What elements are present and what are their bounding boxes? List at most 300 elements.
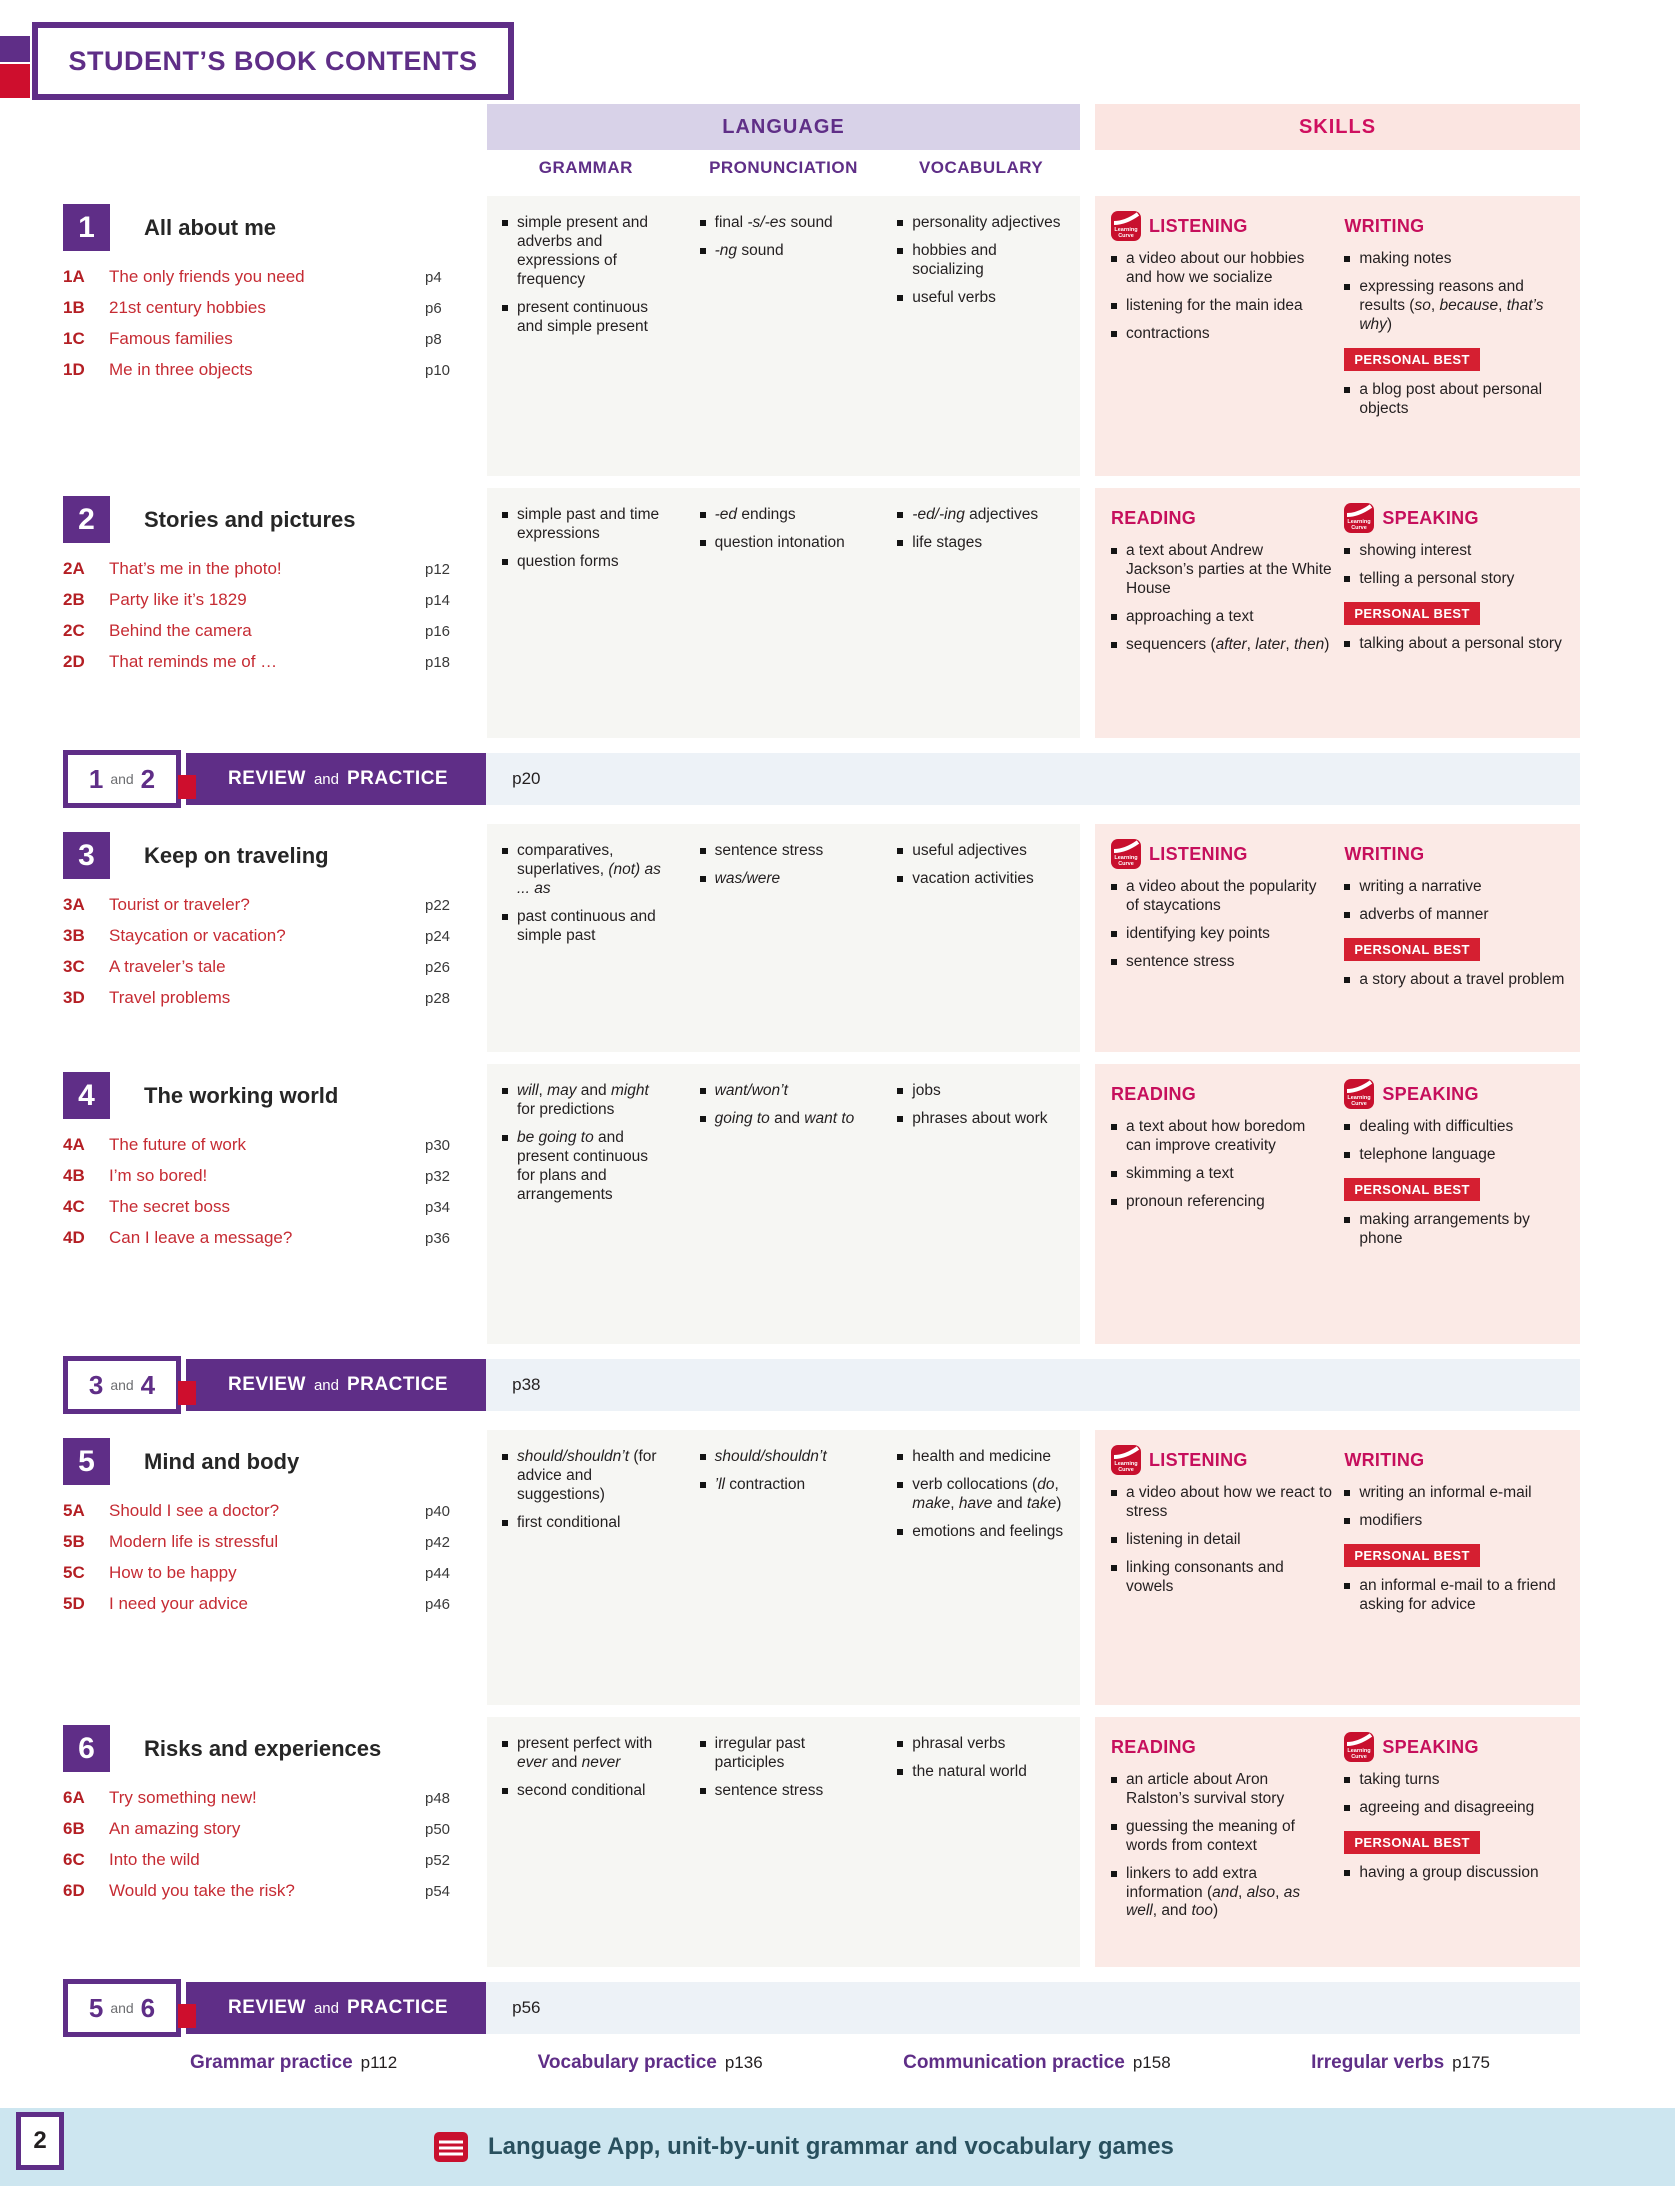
skills-cell bbox=[1095, 1430, 1580, 1705]
lesson-page: p12 bbox=[425, 561, 451, 578]
skill-heading: WRITING bbox=[1344, 215, 1425, 236]
personal-best-items bbox=[1344, 1211, 1566, 1249]
bullet-item: guessing the meaning of words from context bbox=[1111, 1818, 1332, 1856]
lesson-row bbox=[63, 1881, 473, 1901]
lesson-row bbox=[63, 1135, 473, 1155]
review-units-box bbox=[63, 1979, 181, 2037]
lesson-row bbox=[63, 1501, 473, 1521]
lesson-code: 4D bbox=[63, 1228, 85, 1247]
lesson-row bbox=[63, 1197, 473, 1217]
unit-number: 1 bbox=[63, 204, 110, 251]
bullet-item: having a group discussion bbox=[1344, 1864, 1566, 1883]
lesson-title: I need your advice bbox=[109, 1594, 248, 1613]
personal-best-badge: PERSONAL BEST bbox=[1344, 602, 1479, 625]
unit-header bbox=[63, 496, 473, 543]
unit-row bbox=[63, 1430, 1580, 1705]
lesson-code: 5D bbox=[63, 1594, 85, 1613]
skill-items bbox=[1344, 542, 1566, 589]
skill-column bbox=[1095, 1078, 1342, 1330]
personal-best-badge: PERSONAL BEST bbox=[1344, 1544, 1479, 1567]
lesson-row bbox=[63, 957, 473, 977]
personal-best-items bbox=[1344, 971, 1566, 990]
bullet-item: comparatives, superlatives, (not) as ... as bbox=[502, 842, 670, 899]
lesson-row bbox=[63, 267, 473, 287]
bullet-item: -ng sound bbox=[700, 242, 868, 261]
pronunciation-column bbox=[685, 842, 883, 1038]
lesson-title: I’m so bored! bbox=[109, 1166, 208, 1185]
bullet-item: be going to and present continuous for plans and arrangements bbox=[502, 1129, 670, 1205]
practice-link bbox=[538, 2052, 763, 2074]
bullet-item: sequencers (after, later, then) bbox=[1111, 636, 1332, 655]
grammar-column bbox=[487, 1448, 685, 1691]
lesson-page: p16 bbox=[425, 623, 451, 640]
lesson-list bbox=[63, 559, 473, 672]
practice-link-page: p175 bbox=[1452, 2053, 1490, 2072]
lesson-code: 6A bbox=[63, 1788, 85, 1807]
lesson-page: p24 bbox=[425, 928, 451, 945]
learning-curve-icon bbox=[1344, 1079, 1374, 1109]
pronunciation-items bbox=[700, 1448, 868, 1495]
lesson-code: 6D bbox=[63, 1881, 85, 1900]
practice-link bbox=[190, 2052, 397, 2074]
bullet-item: should/shouldn’t (for advice and suggestions) bbox=[502, 1448, 670, 1505]
review-row bbox=[63, 750, 1580, 808]
review-page-strip bbox=[486, 1359, 1580, 1411]
review-page: p20 bbox=[512, 769, 541, 788]
language-app-icon bbox=[430, 2130, 472, 2164]
bullet-item: linkers to add extra information (and, also, as well, and too) bbox=[1111, 1865, 1332, 1922]
lesson-row bbox=[63, 1563, 473, 1583]
skill-heading: READING bbox=[1111, 1083, 1197, 1104]
lesson-page: p40 bbox=[425, 1503, 451, 1520]
bullet-item: listening in detail bbox=[1111, 1531, 1332, 1550]
review-red-tab bbox=[178, 2004, 196, 2028]
vocabulary-items bbox=[897, 1448, 1065, 1542]
lesson-code: 4A bbox=[63, 1135, 85, 1154]
bullet-item: want/won’t bbox=[700, 1082, 868, 1101]
bullet-item: listening for the main idea bbox=[1111, 297, 1332, 316]
bullet-item: telling a personal story bbox=[1344, 570, 1566, 589]
bullet-item: useful adjectives bbox=[897, 842, 1065, 861]
lesson-row bbox=[63, 926, 473, 946]
page-title-box bbox=[32, 22, 514, 100]
bullet-item: present continuous and simple present bbox=[502, 299, 670, 337]
section-bars bbox=[487, 104, 1580, 150]
svg-text:Curve: Curve bbox=[1351, 1101, 1368, 1107]
lesson-title: The only friends you need bbox=[109, 267, 305, 286]
page-number: 2 bbox=[16, 2112, 64, 2170]
bullet-item: question intonation bbox=[700, 534, 868, 553]
lesson-title: Would you take the risk? bbox=[109, 1881, 295, 1900]
lesson-row bbox=[63, 652, 473, 672]
lesson-title: The secret boss bbox=[109, 1197, 230, 1216]
skill-items bbox=[1111, 1484, 1332, 1597]
bullet-item: agreeing and disagreeing bbox=[1344, 1799, 1566, 1818]
unit-number: 5 bbox=[63, 1438, 110, 1485]
practice-word: PRACTICE bbox=[346, 768, 449, 789]
skill-header bbox=[1111, 1078, 1332, 1110]
review-unit-left: 1 bbox=[88, 763, 104, 794]
practice-links-row bbox=[190, 2052, 1490, 2074]
review-row bbox=[63, 1979, 1580, 2037]
skill-items bbox=[1344, 1771, 1566, 1818]
personal-best-badge: PERSONAL BEST bbox=[1344, 938, 1479, 961]
learning-curve-icon bbox=[1111, 211, 1141, 241]
unit-info-cell bbox=[63, 1430, 487, 1705]
svg-text:Curve: Curve bbox=[1118, 1467, 1134, 1473]
bullet-item: adverbs of manner bbox=[1344, 906, 1566, 925]
lesson-code: 4C bbox=[63, 1197, 85, 1216]
bullet-item: going to and want to bbox=[700, 1110, 868, 1129]
practice-link bbox=[903, 2052, 1171, 2074]
bullet-item: useful verbs bbox=[897, 289, 1065, 308]
lesson-page: p54 bbox=[425, 1883, 451, 1900]
bullet-item: final -s/-es sound bbox=[700, 214, 868, 233]
lesson-title: An amazing story bbox=[109, 1819, 241, 1838]
skills-cell bbox=[1095, 1064, 1580, 1344]
unit-number: 4 bbox=[63, 1072, 110, 1119]
lesson-page: p30 bbox=[425, 1137, 451, 1154]
page-title: STUDENT’S BOOK CONTENTS bbox=[68, 45, 478, 76]
skills-cell bbox=[1095, 488, 1580, 738]
lesson-page: p28 bbox=[425, 990, 451, 1007]
bullet-item: a story about a travel problem bbox=[1344, 971, 1566, 990]
unit-row bbox=[63, 488, 1580, 738]
lesson-code: 6C bbox=[63, 1850, 85, 1869]
review-units-box bbox=[63, 750, 181, 808]
skill-column bbox=[1342, 502, 1580, 724]
lesson-title: Into the wild bbox=[109, 1850, 200, 1869]
skill-header bbox=[1111, 1444, 1332, 1476]
lesson-title: Famous families bbox=[109, 329, 233, 348]
bullet-item: irregular past participles bbox=[700, 1735, 868, 1773]
skills-cell bbox=[1095, 824, 1580, 1052]
language-cell bbox=[487, 1064, 1080, 1344]
unit-number: 2 bbox=[63, 496, 110, 543]
column-header-pronunciation: PRONUNCIATION bbox=[709, 158, 858, 177]
review-row bbox=[63, 1356, 1580, 1414]
lesson-code: 2A bbox=[63, 559, 85, 578]
review-label bbox=[186, 1359, 486, 1411]
grammar-items bbox=[502, 1082, 670, 1204]
learning-curve-icon bbox=[1111, 839, 1141, 869]
svg-text:Learning: Learning bbox=[1114, 855, 1138, 861]
lesson-row bbox=[63, 1532, 473, 1552]
skill-items bbox=[1111, 878, 1332, 972]
skill-items bbox=[1111, 1118, 1332, 1212]
lesson-row bbox=[63, 895, 473, 915]
bullet-item: question forms bbox=[502, 553, 670, 572]
lesson-page: p32 bbox=[425, 1168, 451, 1185]
lesson-title: Travel problems bbox=[109, 988, 231, 1007]
bullet-item: ’ll contraction bbox=[700, 1476, 868, 1495]
lesson-code: 1B bbox=[63, 298, 85, 317]
bullet-item: a video about the popularity of staycations bbox=[1111, 878, 1332, 916]
bullet-item: simple present and adverbs and expressions of frequency bbox=[502, 214, 670, 290]
svg-text:Curve: Curve bbox=[1351, 525, 1368, 531]
bullet-item: talking about a personal story bbox=[1344, 635, 1566, 654]
unit-header bbox=[63, 1438, 473, 1485]
skill-column bbox=[1342, 1078, 1580, 1330]
bullet-item: phrasal verbs bbox=[897, 1735, 1065, 1754]
skill-header bbox=[1344, 1731, 1566, 1763]
skill-column bbox=[1095, 1444, 1342, 1691]
review-and: and bbox=[110, 771, 134, 787]
skill-column bbox=[1342, 210, 1580, 462]
personal-best-items bbox=[1344, 1577, 1566, 1615]
vocabulary-column bbox=[882, 1082, 1080, 1330]
skill-heading: SPEAKING bbox=[1382, 507, 1479, 528]
unit-row bbox=[63, 1717, 1580, 1967]
unit-header bbox=[63, 204, 473, 251]
language-cell bbox=[487, 488, 1080, 738]
svg-text:Learning: Learning bbox=[1114, 227, 1138, 233]
lesson-row bbox=[63, 1594, 473, 1614]
lesson-list bbox=[63, 1788, 473, 1901]
pronunciation-items bbox=[700, 1735, 868, 1801]
practice-link-label: Communication practice bbox=[903, 2052, 1125, 2073]
unit-row bbox=[63, 824, 1580, 1052]
lesson-row bbox=[63, 1788, 473, 1808]
lesson-page: p36 bbox=[425, 1230, 451, 1247]
skill-items bbox=[1111, 1771, 1332, 1921]
skill-header bbox=[1111, 1731, 1332, 1763]
review-unit-right: 6 bbox=[140, 1992, 156, 2023]
unit-row bbox=[63, 196, 1580, 476]
review-word: REVIEW bbox=[228, 768, 306, 789]
lesson-row bbox=[63, 1850, 473, 1870]
lesson-row bbox=[63, 590, 473, 610]
skill-header bbox=[1344, 1078, 1566, 1110]
review-unit-left: 5 bbox=[88, 1992, 104, 2023]
skill-items bbox=[1344, 250, 1566, 335]
review-label bbox=[186, 753, 486, 805]
vocabulary-items bbox=[897, 1082, 1065, 1129]
lesson-code: 2C bbox=[63, 621, 85, 640]
pronunciation-items bbox=[700, 1082, 868, 1129]
lesson-page: p34 bbox=[425, 1199, 451, 1216]
lesson-title: That’s me in the photo! bbox=[109, 559, 282, 578]
personal-best-badge: PERSONAL BEST bbox=[1344, 348, 1479, 371]
unit-number: 3 bbox=[63, 832, 110, 879]
pronunciation-items bbox=[700, 214, 868, 261]
review-page-strip bbox=[486, 1982, 1580, 2034]
learning-curve-icon bbox=[1111, 1445, 1141, 1475]
svg-text:Curve: Curve bbox=[1118, 233, 1134, 239]
skill-header bbox=[1111, 838, 1332, 870]
bullet-item: identifying key points bbox=[1111, 925, 1332, 944]
bullet-item: a blog post about personal objects bbox=[1344, 381, 1566, 419]
review-page-strip bbox=[486, 753, 1580, 805]
lesson-code: 1D bbox=[63, 360, 85, 379]
practice-link-label: Grammar practice bbox=[190, 2052, 353, 2073]
learning-curve-icon bbox=[1344, 1732, 1374, 1762]
pronunciation-column bbox=[685, 1735, 883, 1953]
skill-heading: LISTENING bbox=[1149, 843, 1248, 864]
bullet-item: should/shouldn’t bbox=[700, 1448, 868, 1467]
skill-heading: WRITING bbox=[1344, 1449, 1425, 1470]
lesson-page: p44 bbox=[425, 1565, 451, 1582]
accent-red-bar bbox=[0, 64, 30, 98]
skill-items bbox=[1344, 1118, 1566, 1165]
bullet-item: making arrangements by phone bbox=[1344, 1211, 1566, 1249]
learning-curve-icon bbox=[1344, 503, 1374, 533]
personal-best-badge: PERSONAL BEST bbox=[1344, 1831, 1479, 1854]
grammar-column bbox=[487, 1082, 685, 1330]
bullet-item: was/were bbox=[700, 870, 868, 889]
bullet-item: writing an informal e-mail bbox=[1344, 1484, 1566, 1503]
vocabulary-items bbox=[897, 506, 1065, 553]
lesson-title: Behind the camera bbox=[109, 621, 252, 640]
grammar-items bbox=[502, 506, 670, 572]
bullet-item: expressing reasons and results (so, because, that’s why) bbox=[1344, 278, 1566, 335]
personal-best-badge: PERSONAL BEST bbox=[1344, 1178, 1479, 1201]
practice-word: PRACTICE bbox=[346, 1997, 449, 2018]
review-unit-right: 2 bbox=[140, 763, 156, 794]
lesson-page: p26 bbox=[425, 959, 451, 976]
unit-header bbox=[63, 1072, 473, 1119]
lesson-page: p50 bbox=[425, 1821, 451, 1838]
lesson-list bbox=[63, 267, 473, 380]
review-and: and bbox=[110, 2000, 134, 2016]
lesson-page: p46 bbox=[425, 1596, 451, 1613]
lesson-row bbox=[63, 621, 473, 641]
lesson-title: Try something new! bbox=[109, 1788, 257, 1807]
lesson-page: p14 bbox=[425, 592, 451, 609]
practice-link bbox=[1311, 2052, 1490, 2074]
skill-heading: READING bbox=[1111, 1736, 1197, 1757]
pronunciation-items bbox=[700, 506, 868, 553]
lesson-title: Should I see a doctor? bbox=[109, 1501, 280, 1520]
vocabulary-items bbox=[897, 1735, 1065, 1782]
lesson-title: Me in three objects bbox=[109, 360, 253, 379]
review-word: REVIEW bbox=[228, 1997, 306, 2018]
grammar-items bbox=[502, 842, 670, 946]
pronunciation-items bbox=[700, 842, 868, 889]
bullet-item: telephone language bbox=[1344, 1146, 1566, 1165]
bullet-item: simple past and time expressions bbox=[502, 506, 670, 544]
personal-best-items bbox=[1344, 381, 1566, 419]
column-header-grammar: GRAMMAR bbox=[538, 158, 633, 177]
lesson-code: 3C bbox=[63, 957, 85, 976]
skill-column bbox=[1095, 210, 1342, 462]
unit-info-cell bbox=[63, 1064, 487, 1344]
skill-heading: LISTENING bbox=[1149, 215, 1248, 236]
vocabulary-column bbox=[882, 506, 1080, 724]
bullet-item: approaching a text bbox=[1111, 608, 1332, 627]
vocabulary-column bbox=[882, 842, 1080, 1038]
skill-header bbox=[1344, 210, 1566, 242]
review-unit-right: 4 bbox=[140, 1369, 156, 1400]
bullet-item: first conditional bbox=[502, 1514, 670, 1533]
unit-title: Stories and pictures bbox=[144, 506, 356, 532]
lesson-title: 21st century hobbies bbox=[109, 298, 266, 317]
lesson-title: Tourist or traveler? bbox=[109, 895, 250, 914]
grammar-column bbox=[487, 842, 685, 1038]
lesson-row bbox=[63, 559, 473, 579]
bullet-item: personality adjectives bbox=[897, 214, 1065, 233]
skill-header bbox=[1111, 502, 1332, 534]
lesson-code: 3A bbox=[63, 895, 85, 914]
bullet-item: -ed/-ing adjectives bbox=[897, 506, 1065, 525]
language-cell bbox=[487, 196, 1080, 476]
bullet-item: sentence stress bbox=[1111, 953, 1332, 972]
lesson-code: 5B bbox=[63, 1532, 85, 1551]
lesson-title: The future of work bbox=[109, 1135, 247, 1154]
lesson-code: 2B bbox=[63, 590, 85, 609]
skill-column bbox=[1342, 1444, 1580, 1691]
grammar-items bbox=[502, 214, 670, 336]
practice-link-label: Irregular verbs bbox=[1311, 2052, 1445, 2073]
bullet-item: sentence stress bbox=[700, 1782, 868, 1801]
skill-items bbox=[1111, 250, 1332, 344]
bullet-item: pronoun referencing bbox=[1111, 1193, 1332, 1212]
review-page: p38 bbox=[512, 1375, 541, 1394]
unit-info-cell bbox=[63, 824, 487, 1052]
skill-header bbox=[1344, 838, 1566, 870]
bullet-item: will, may and might for predictions bbox=[502, 1082, 670, 1120]
bullet-item: linking consonants and vowels bbox=[1111, 1559, 1332, 1597]
lesson-page: p6 bbox=[425, 300, 442, 317]
lesson-row bbox=[63, 1819, 473, 1839]
personal-best-items bbox=[1344, 635, 1566, 654]
grammar-items bbox=[502, 1735, 670, 1801]
bullet-item: modifiers bbox=[1344, 1512, 1566, 1531]
skill-heading: WRITING bbox=[1344, 843, 1425, 864]
skill-heading: SPEAKING bbox=[1382, 1083, 1479, 1104]
skills-cell bbox=[1095, 1717, 1580, 1967]
lesson-code: 3D bbox=[63, 988, 85, 1007]
bullet-item: life stages bbox=[897, 534, 1065, 553]
lesson-code: 1C bbox=[63, 329, 85, 348]
pronunciation-column bbox=[685, 506, 883, 724]
skill-items bbox=[1111, 542, 1332, 655]
column-header-vocabulary: VOCABULARY bbox=[918, 158, 1044, 177]
lesson-code: 1A bbox=[63, 267, 85, 286]
language-cell bbox=[487, 1430, 1080, 1705]
review-label bbox=[186, 1982, 486, 2034]
lesson-list bbox=[63, 1501, 473, 1614]
bullet-item: health and medicine bbox=[897, 1448, 1065, 1467]
vocabulary-column bbox=[882, 1448, 1080, 1691]
unit-info-cell bbox=[63, 1717, 487, 1967]
unit-title: All about me bbox=[144, 214, 277, 240]
bullet-item: phrases about work bbox=[897, 1110, 1065, 1129]
skill-items bbox=[1344, 1484, 1566, 1531]
lesson-title: Can I leave a message? bbox=[109, 1228, 293, 1247]
practice-link-label: Vocabulary practice bbox=[537, 2052, 717, 2073]
vocabulary-column bbox=[882, 1735, 1080, 1953]
pronunciation-column bbox=[685, 1082, 883, 1330]
skill-column bbox=[1342, 1731, 1580, 1953]
grammar-column bbox=[487, 506, 685, 724]
language-cell bbox=[487, 1717, 1080, 1967]
unit-header bbox=[63, 1725, 473, 1772]
lesson-code: 5A bbox=[63, 1501, 85, 1520]
svg-text:Learning: Learning bbox=[1347, 1748, 1371, 1754]
skill-column bbox=[1095, 502, 1342, 724]
lesson-row bbox=[63, 1166, 473, 1186]
unit-title: Keep on traveling bbox=[144, 842, 329, 868]
lesson-page: p48 bbox=[425, 1790, 451, 1807]
footer-text: Language App, unit-by-unit grammar and vocabulary games bbox=[488, 2133, 1174, 2160]
bullet-item: past continuous and simple past bbox=[502, 908, 670, 946]
skills-cell bbox=[1095, 196, 1580, 476]
bullet-item: verb collocations (do, make, have and take) bbox=[897, 1476, 1065, 1514]
skill-heading: LISTENING bbox=[1149, 1449, 1248, 1470]
bullet-item: a text about Andrew Jackson’s parties at the White House bbox=[1111, 542, 1332, 599]
bullet-item: a video about our hobbies and how we socialize bbox=[1111, 250, 1332, 288]
